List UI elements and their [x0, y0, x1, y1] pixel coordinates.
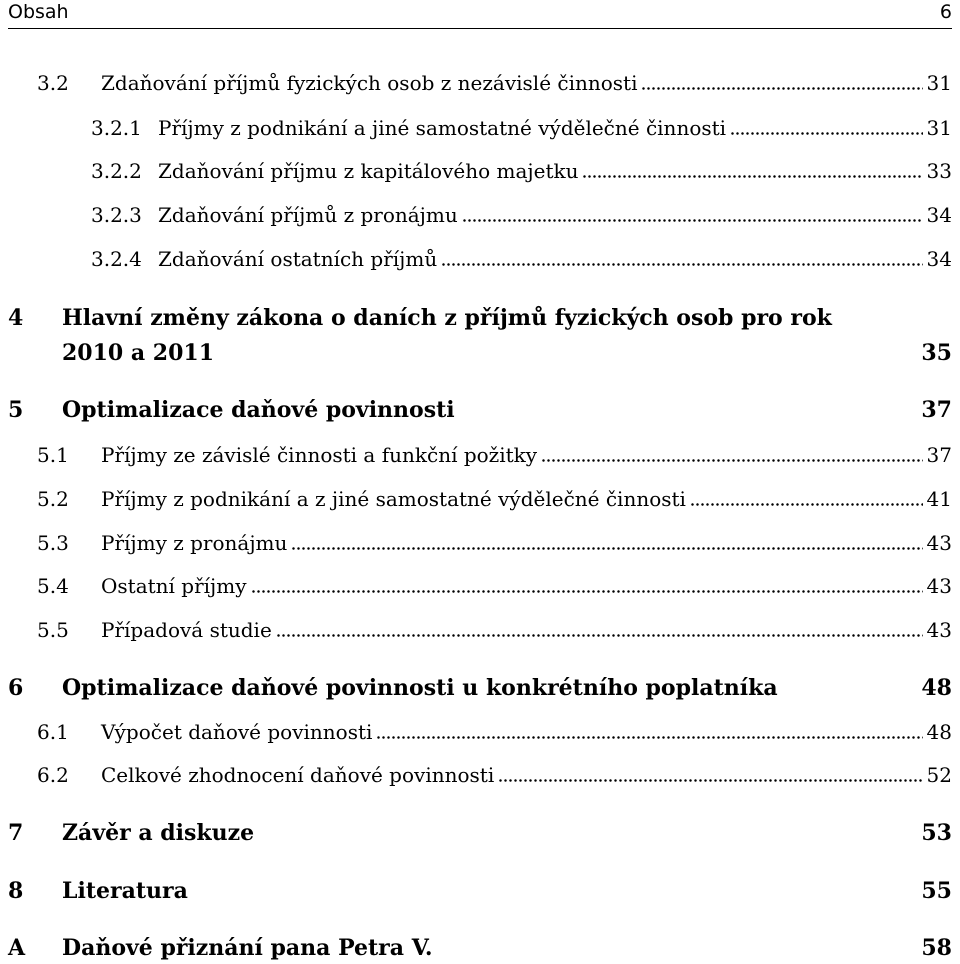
toc-entry-number: 3.2.1: [91, 116, 142, 140]
toc-chapter-number: 6: [8, 675, 24, 701]
toc-entry-page: 52: [926, 763, 952, 787]
toc-entry-number: 5.3: [37, 531, 69, 555]
toc-entry-page: 31: [926, 116, 952, 140]
toc-entry-page: 43: [926, 574, 952, 598]
toc-chapter[interactable]: [0, 395, 960, 425]
toc-entry[interactable]: [0, 760, 960, 790]
toc-entry-number: 5.5: [37, 618, 69, 642]
toc-chapter-title: Literatura: [62, 878, 188, 904]
toc-entry-page: 43: [926, 618, 952, 642]
toc-entry-number: 3.2.4: [91, 247, 142, 271]
toc-dot-leader: [276, 634, 923, 637]
toc-chapter-number: 5: [8, 397, 24, 423]
toc-dot-leader: [251, 590, 923, 593]
toc-chapter-page: 55: [921, 878, 952, 904]
toc-dot-leader: [730, 132, 922, 135]
toc-entry-title: Ostatní příjmy: [101, 574, 247, 598]
toc-dot-leader: [690, 503, 923, 506]
toc-chapter-number: 7: [8, 820, 24, 846]
toc-chapter-title: Optimalizace daňové povinnosti: [62, 397, 455, 423]
toc-chapter-page: 37: [921, 397, 952, 423]
toc-entry[interactable]: [0, 440, 960, 470]
toc-chapter[interactable]: [0, 303, 960, 333]
toc-entry-title: Zdaňování příjmů z pronájmu: [158, 203, 458, 227]
toc-dot-leader: [541, 459, 922, 462]
toc-entry[interactable]: [0, 571, 960, 601]
toc-entry-number: 6.1: [37, 720, 69, 744]
toc-entry-page: 41: [926, 487, 952, 511]
toc-chapter-number: A: [8, 935, 26, 961]
toc-entry[interactable]: [0, 156, 960, 186]
toc-dot-leader: [441, 263, 922, 266]
toc-entry-title: Zdaňování příjmů fyzických osob z nezávislé činnosti: [101, 71, 638, 95]
toc-entry-title: Celkové zhodnocení daňové povinnosti: [101, 763, 495, 787]
toc-entry-page: 48: [926, 720, 952, 744]
toc-chapter-page: 53: [921, 820, 952, 846]
toc-dot-leader: [582, 175, 922, 178]
toc-entry[interactable]: [0, 615, 960, 645]
toc-entry-number: 5.4: [37, 574, 69, 598]
toc-entry-number: 3.2: [37, 71, 69, 95]
toc-chapter-title-line2: 2010 a 2011: [62, 340, 215, 366]
toc-entry-page: 43: [926, 531, 952, 555]
page-header: [8, 0, 952, 29]
toc-entry-number: 5.1: [37, 443, 69, 467]
toc-entry-page: 33: [926, 159, 952, 183]
toc-chapter-title: Daňové přiznání pana Petra V.: [62, 935, 433, 961]
toc-chapter[interactable]: [0, 673, 960, 703]
toc-entry-page: 31: [926, 71, 952, 95]
toc-chapter-title: Závěr a diskuze: [62, 820, 255, 846]
toc-entry[interactable]: [0, 68, 960, 98]
toc-chapter-continuation[interactable]: [0, 338, 960, 368]
toc-entry[interactable]: [0, 717, 960, 747]
toc-chapter-title: Optimalizace daňové povinnosti u konkrétního poplatníka: [62, 675, 778, 701]
toc-chapter-page: 48: [921, 675, 952, 701]
toc-entry-number: 5.2: [37, 487, 69, 511]
toc-entry-page: 34: [926, 247, 952, 271]
toc-entry-title: Příjmy z pronájmu: [101, 531, 288, 555]
toc-entry-title: Příjmy z podnikání a jiné samostatné výdělečné činnosti: [158, 116, 727, 140]
toc-dot-leader: [376, 736, 922, 739]
toc-chapter-title: Hlavní změny zákona o daních z příjmů fyzických osob pro rok: [62, 305, 832, 331]
toc-chapter-page: 58: [921, 935, 952, 961]
toc-entry-title: Příjmy z podnikání a z jiné samostatné výdělečné činnosti: [101, 487, 686, 511]
toc-dot-leader: [462, 219, 923, 222]
toc-entry-title: Zdaňování příjmu z kapitálového majetku: [158, 159, 579, 183]
header-section-title: Obsah: [8, 1, 69, 23]
toc-entry-number: 3.2.2: [91, 159, 142, 183]
toc-chapter-number: 8: [8, 878, 24, 904]
toc-entry-page: 34: [926, 203, 952, 227]
toc-dot-leader: [291, 547, 922, 550]
toc-chapter[interactable]: [0, 876, 960, 906]
toc-entry-title: Případová studie: [101, 618, 272, 642]
toc-entry-page: 37: [926, 443, 952, 467]
toc-entry[interactable]: [0, 200, 960, 230]
toc-entry[interactable]: [0, 113, 960, 143]
toc-entry[interactable]: [0, 244, 960, 274]
toc-entry[interactable]: [0, 484, 960, 514]
toc-chapter-page: 35: [921, 340, 952, 366]
toc-entry-title: Výpočet daňové povinnosti: [101, 720, 373, 744]
toc-entry-number: 6.2: [37, 763, 69, 787]
toc-chapter-number: 4: [8, 305, 24, 331]
toc-entry-number: 3.2.3: [91, 203, 142, 227]
toc-chapter[interactable]: [0, 933, 960, 963]
toc-dot-leader: [498, 779, 922, 782]
toc-chapter[interactable]: [0, 818, 960, 848]
toc-entry-title: Zdaňování ostatních příjmů: [158, 247, 438, 271]
toc-dot-leader: [641, 87, 922, 90]
header-page-number: 6: [939, 1, 952, 23]
toc-entry-title: Příjmy ze závislé činnosti a funkční požitky: [101, 443, 538, 467]
toc-entry[interactable]: [0, 528, 960, 558]
